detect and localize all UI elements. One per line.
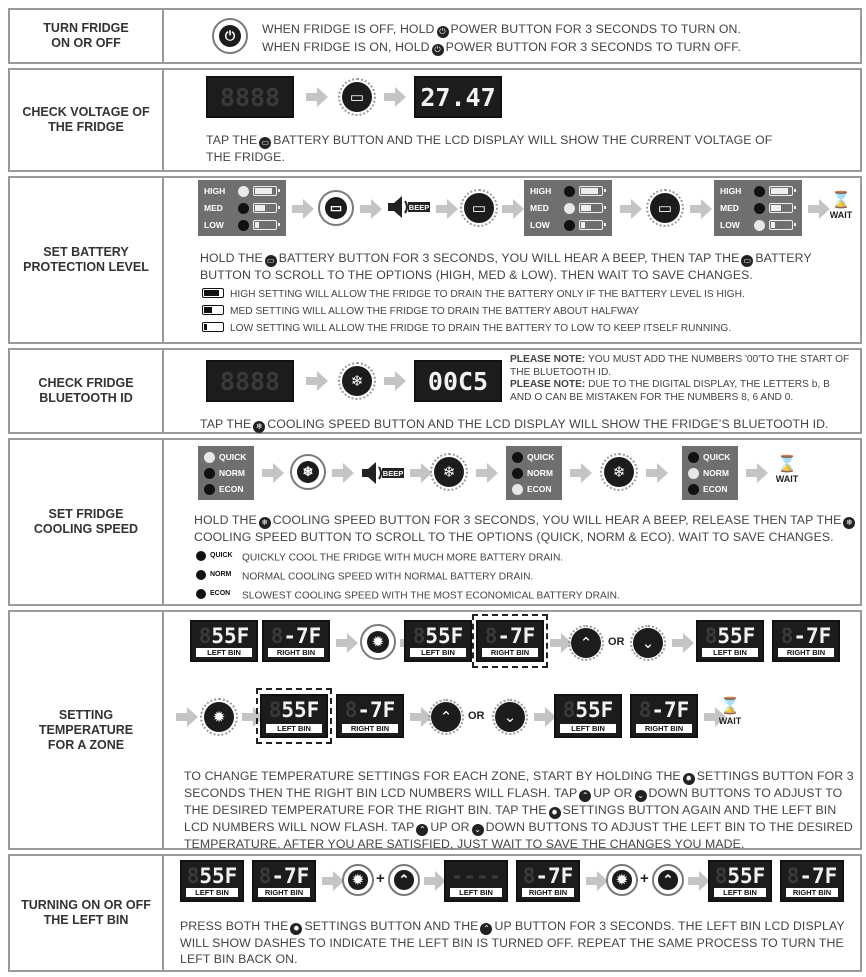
- level-panel: [524, 180, 612, 236]
- bin-caption: LEFT BIN: [186, 888, 238, 897]
- bin-caption: RIGHT BIN: [778, 648, 834, 657]
- row-label: TURNING ON OR OFF THE LEFT BIN: [10, 856, 164, 970]
- chevron-down-icon: ⌄: [472, 824, 484, 836]
- indicator: [688, 452, 699, 463]
- option-high: [720, 184, 793, 198]
- arrow-icon: [360, 198, 382, 220]
- option-high: [530, 184, 603, 198]
- temp-value: -7F: [271, 864, 310, 888]
- chevron-up-button-icon: ⌃: [652, 864, 684, 896]
- text: SETTINGS BUTTON AGAIN AND THE LEFT: [562, 803, 812, 817]
- or-label: OR: [468, 710, 485, 722]
- speed-label: ECON: [703, 484, 728, 494]
- battery-full-icon: [769, 186, 793, 196]
- indicator: [688, 468, 699, 479]
- arrow-icon: [306, 86, 328, 108]
- speed-label: ECON: [219, 484, 244, 494]
- text: 3 SECONDS THEN THE RIGHT BIN LCD NUMBERS WILL FLASH. TAP: [184, 769, 854, 800]
- instruction-text: [180, 918, 864, 967]
- row-label: CHECK VOLTAGE OF THE FRIDGE: [10, 70, 164, 170]
- indicator: [564, 220, 575, 231]
- text: BIN LCD NUMBERS WILL NOW FLASH. TAP: [184, 803, 837, 834]
- bin-caption: RIGHT BIN: [786, 888, 838, 897]
- instruction-text: [194, 512, 866, 545]
- text: DESIRED TEMPERATURE. AFTER YOU ARE SATISFIED, JUST WAIT TO SAVE THE CHANGES YOU MADE.: [184, 820, 853, 851]
- lcd-display: [414, 360, 502, 402]
- hourglass-icon: ⌛ WAIT: [714, 698, 746, 726]
- arrow-icon: [384, 86, 406, 108]
- snowflake-button-icon: ❄: [604, 457, 634, 487]
- option-econ: [512, 482, 552, 496]
- text: BATTERY BUTTON FOR 3 SECONDS, YOU WILL HEAR A BEEP, THEN TAP THE: [278, 251, 740, 265]
- right-bin-display: 8-7F RIGHT BIN: [336, 694, 404, 738]
- note-2: [510, 379, 850, 404]
- note-1: [510, 354, 850, 379]
- snowflake-button-icon: ❄: [290, 454, 326, 490]
- bin-caption: RIGHT BIN: [482, 648, 538, 657]
- text: LOW SETTING WILL ALLOW THE FRIDGE TO DRAIN THE BATTERY TO LOW TO KEEP ITSELF RUNNING.: [230, 323, 732, 334]
- right-bin-display: 8-7F RIGHT BIN: [516, 860, 580, 902]
- note-label: PLEASE NOTE:: [510, 379, 586, 390]
- bin-caption: RIGHT BIN: [268, 648, 324, 657]
- level-panel: [714, 180, 802, 236]
- battery-half-icon: [202, 305, 224, 315]
- level-label: LOW: [530, 220, 550, 230]
- text: SLOWEST COOLING SPEED WITH THE MOST ECONOMICAL BATTERY DRAIN.: [242, 590, 620, 602]
- chevron-up-icon: ⌃: [571, 628, 601, 658]
- text: NORMAL COOLING SPEED WITH NORMAL BATTERY DRAIN.: [242, 571, 534, 583]
- battery-button-icon: ▭: [650, 193, 680, 223]
- list-item: [202, 288, 862, 302]
- speaker-icon: [386, 194, 432, 220]
- level-label: HIGH: [720, 186, 742, 196]
- indicator: [754, 186, 765, 197]
- option-norm: [688, 466, 729, 480]
- instruction-line: [262, 39, 741, 56]
- bin-caption: LEFT BIN: [702, 648, 758, 657]
- indicator: [688, 484, 699, 495]
- wait-label: WAIT: [718, 716, 742, 726]
- gear-button-icon: ✹: [606, 864, 638, 896]
- temp-value: -7F: [793, 624, 832, 648]
- temp-value: 55F: [211, 624, 250, 648]
- lcd-value: 27.47: [420, 82, 496, 112]
- lcd-value: 00C5: [427, 366, 489, 396]
- text: TAP THE: [206, 133, 258, 147]
- snowflake-icon: ❄: [259, 517, 271, 529]
- arrow-icon: [424, 870, 446, 892]
- text: UP OR: [593, 786, 633, 800]
- indicator: [754, 220, 765, 231]
- battery-button-icon: ▭: [342, 82, 372, 112]
- left-bin-display: [444, 860, 508, 902]
- arrow-icon: [384, 370, 406, 392]
- indicator: [238, 220, 249, 231]
- arrow-icon: [502, 198, 524, 220]
- speed-label: QUICK: [219, 452, 247, 462]
- speed-panel: [198, 446, 254, 500]
- text: YOU MUST ADD THE NUMBERS '00'TO THE START OF THE BLUETOOTH ID.: [510, 354, 850, 378]
- battery-icon: ▭: [741, 255, 753, 267]
- bin-caption: LEFT BIN: [266, 724, 322, 733]
- arrow-icon: [672, 632, 694, 654]
- bin-caption: RIGHT BIN: [258, 888, 310, 897]
- text: HOLD THE: [200, 251, 263, 265]
- text: WHEN FRIDGE IS ON, HOLD: [262, 40, 430, 54]
- gear-icon: ✹: [290, 923, 302, 935]
- chevron-up-button-icon: ⌃: [388, 864, 420, 896]
- level-panel: [198, 180, 286, 236]
- temp-value: 55F: [727, 864, 766, 888]
- text: POWER BUTTON FOR 3 SECONDS TO TURN ON.: [450, 22, 742, 36]
- right-bin-display: 8-7F RIGHT BIN: [780, 860, 844, 902]
- option-econ: [688, 482, 728, 496]
- text: TO THE DESIRED TEMPERATURE FOR THE RIGHT BIN. TAP THE: [184, 786, 843, 817]
- option-high: [204, 184, 277, 198]
- right-bin-display: 8-7F RIGHT BIN: [772, 620, 840, 662]
- option-quick: [688, 450, 730, 464]
- gear-button-icon: ✹: [204, 702, 234, 732]
- text: MED SETTING WILL ALLOW THE FRIDGE TO DRAIN THE BATTERY ABOUT HALFWAY: [230, 306, 640, 317]
- bin-caption: RIGHT BIN: [342, 724, 398, 733]
- indicator: [238, 203, 249, 214]
- battery-button-icon: ▭: [464, 193, 494, 223]
- list-item: [196, 588, 856, 603]
- temp-value: 55F: [717, 624, 756, 648]
- power-icon: ⏻: [432, 44, 444, 56]
- note-label: PLEASE NOTE:: [510, 354, 586, 365]
- right-bin-display: 8-7F RIGHT BIN: [262, 620, 330, 662]
- option-med: [720, 201, 793, 215]
- bin-caption: LEFT BIN: [450, 888, 502, 897]
- battery-button-icon: ▭: [318, 190, 354, 226]
- instruction-line: [262, 21, 741, 38]
- indicator: [564, 203, 575, 214]
- speed-panel: [506, 446, 562, 500]
- arrow-icon: [620, 198, 642, 220]
- option-quick: [512, 450, 554, 464]
- row-cooling-speed: [8, 438, 862, 606]
- right-bin-display: 8-7F RIGHT BIN: [630, 694, 698, 738]
- chevron-down-icon: ⌄: [633, 628, 663, 658]
- option-low: [204, 218, 277, 232]
- snowflake-icon: ❄: [253, 421, 265, 433]
- speed-label: ECON: [527, 484, 552, 494]
- row-label: SETTING TEMPERATURE FOR A ZONE: [10, 612, 164, 848]
- arrow-icon: [534, 706, 556, 728]
- speed-label: NORM: [219, 468, 245, 478]
- temp-value: -7F: [535, 864, 574, 888]
- instruction-text: [200, 416, 866, 433]
- row-battery-protection: [8, 176, 862, 344]
- option-low: [720, 218, 793, 232]
- arrow-icon: [646, 462, 668, 484]
- left-bin-display: 855F LEFT BIN: [190, 620, 258, 662]
- text: COOLING SPEED BUTTON TO SCROLL TO THE OPTIONS (QUICK, NORM & ECO). WAIT TO SAVE CHANGES.: [194, 530, 834, 544]
- battery-half-icon: [769, 203, 793, 213]
- arrow-icon: [586, 870, 608, 892]
- speed-label: NORM: [527, 468, 553, 478]
- battery-icon: ▭: [259, 137, 271, 149]
- indicator: [238, 186, 249, 197]
- level-label: LOW: [720, 220, 740, 230]
- speed-quick-icon: [196, 550, 236, 563]
- arrow-icon: [176, 706, 198, 728]
- row-label: SET FRIDGE COOLING SPEED: [10, 440, 164, 604]
- text: COOLING SPEED BUTTON FOR 3 SECONDS, YOU WILL HEAR A BEEP, RELEASE THEN TAP THE: [272, 513, 842, 527]
- row-label: SET BATTERY PROTECTION LEVEL: [10, 178, 164, 342]
- chevron-up-icon: ⌃: [431, 702, 461, 732]
- battery-half-icon: [253, 203, 277, 213]
- level-label: HIGH: [530, 186, 552, 196]
- text: POWER BUTTON FOR 3 SECONDS TO TURN OFF.: [445, 40, 742, 54]
- arrow-icon: [570, 462, 592, 484]
- arrow-icon: [292, 198, 314, 220]
- bin-caption: RIGHT BIN: [522, 888, 574, 897]
- text: SETTINGS BUTTON AND THE: [304, 919, 479, 933]
- text: HIGH SETTING WILL ALLOW THE FRIDGE TO DRAIN THE BATTERY ONLY IF THE BATTERY LEVEL IS HIGH.: [230, 289, 745, 300]
- speed-label: NORM: [703, 468, 729, 478]
- text: WILL SHOW DASHES TO INDICATE THE LEFT BIN IS TURNED OFF. REPEAT THE SAME PROCESS TO TURN THE: [180, 936, 844, 950]
- level-label: MED: [204, 203, 223, 213]
- row-left-bin-toggle: [8, 854, 862, 972]
- temp-value: 55F: [425, 624, 464, 648]
- speed-norm-icon: [196, 569, 236, 582]
- arrow-icon: [336, 632, 358, 654]
- arrow-icon: [688, 870, 710, 892]
- text: HOLD THE: [194, 513, 257, 527]
- beep-label: BEEP: [408, 203, 430, 212]
- plus-sign: +: [640, 870, 649, 887]
- battery-low-icon: [202, 322, 224, 332]
- gear-button-icon: ✹: [342, 864, 374, 896]
- option-low: [530, 218, 603, 232]
- speed-econ-icon: [196, 588, 236, 601]
- gear-icon: ✹: [549, 807, 561, 819]
- beep-label: BEEP: [382, 469, 404, 478]
- or-label: OR: [608, 636, 625, 648]
- speed-label: NORM: [210, 571, 232, 578]
- text: SETTINGS BUTTON FOR: [696, 769, 844, 783]
- wait-label: WAIT: [829, 210, 853, 220]
- temp-value: 55F: [199, 864, 238, 888]
- text: BATTERY BUTTON TO SCROLL TO THE OPTIONS (HIGH, MED & LOW). THEN WAIT TO SAVE CHANGES.: [200, 251, 812, 282]
- battery-low-icon: [579, 220, 603, 230]
- lcd-value: 8888: [219, 82, 281, 112]
- temp-value: 55F: [281, 698, 320, 722]
- instruction-text: [206, 132, 786, 165]
- hourglass-icon: ⌛ WAIT: [826, 192, 856, 220]
- text: LEFT BIN BACK ON.: [180, 952, 298, 966]
- list-item: [202, 322, 862, 336]
- plus-sign: +: [376, 870, 385, 887]
- battery-icon: ▭: [265, 255, 277, 267]
- option-quick: [204, 450, 246, 464]
- left-bin-display: 855F LEFT BIN: [180, 860, 244, 902]
- text: COOLING SPEED BUTTON AND THE LCD DISPLAY WILL SHOW THE FRIDGE’S BLUETOOTH ID.: [267, 417, 829, 431]
- left-bin-display: 855F LEFT BIN: [696, 620, 764, 662]
- bin-caption: LEFT BIN: [560, 724, 616, 733]
- text: DUE TO THE DIGITAL DISPLAY, THE LETTERS b, B AND O CAN BE MISTAKEN FOR THE NUMBERS 8, 6 AND 0.: [510, 379, 830, 403]
- indicator: [564, 186, 575, 197]
- speed-label: ECON: [210, 590, 231, 597]
- arrow-icon: [306, 370, 328, 392]
- power-button-icon: ⏻: [212, 18, 248, 54]
- wait-label: WAIT: [775, 474, 799, 484]
- text: TAP THE: [200, 417, 252, 431]
- text: DOWN BUTTONS TO ADJUST THE LEFT BIN TO THE: [485, 820, 794, 834]
- level-label: MED: [720, 203, 739, 213]
- lcd-display: [206, 360, 294, 402]
- level-label: LOW: [204, 220, 224, 230]
- power-icon: ⏻: [437, 26, 449, 38]
- row-check-voltage: [8, 68, 862, 172]
- battery-full-icon: [202, 288, 224, 298]
- lcd-display: [206, 76, 294, 118]
- bin-caption: LEFT BIN: [196, 648, 252, 657]
- list-item: [202, 305, 862, 319]
- temp-value: -7F: [497, 624, 536, 648]
- battery-half-icon: [579, 203, 603, 213]
- text: BATTERY BUTTON AND THE LCD DISPLAY WILL SHOW THE CURRENT VOLTAGE OF THE FRIDGE.: [206, 133, 773, 164]
- lcd-value: 8888: [219, 366, 281, 396]
- arrow-icon: [436, 198, 458, 220]
- level-label: MED: [530, 203, 549, 213]
- temp-value: -7F: [357, 698, 396, 722]
- temp-value: -7F: [799, 864, 838, 888]
- chevron-down-icon: ⌄: [495, 702, 525, 732]
- row-label: CHECK FRIDGE BLUETOOTH ID: [10, 350, 164, 432]
- lcd-display: [414, 76, 502, 118]
- snowflake-icon: ❄: [843, 517, 855, 529]
- option-econ: [204, 482, 244, 496]
- battery-full-icon: [253, 186, 277, 196]
- row-setting-temperature: [8, 610, 862, 850]
- right-bin-display: 8-7F RIGHT BIN: [252, 860, 316, 902]
- chevron-up-icon: ⌃: [480, 923, 492, 935]
- option-norm: [204, 466, 245, 480]
- gear-button-icon: ✹: [360, 624, 396, 660]
- indicator: [512, 484, 523, 495]
- row-turn-on-off: [8, 8, 862, 64]
- chevron-up-icon: ⌃: [416, 824, 428, 836]
- speed-label: QUICK: [527, 452, 555, 462]
- indicator: [754, 203, 765, 214]
- indicator: [204, 484, 215, 495]
- text: WHEN FRIDGE IS OFF, HOLD: [262, 22, 435, 36]
- text: PRESS BOTH THE: [180, 919, 289, 933]
- arrow-icon: [332, 462, 354, 484]
- speed-panel: [682, 446, 738, 500]
- speed-label: QUICK: [210, 552, 233, 559]
- temp-value: -7F: [651, 698, 690, 722]
- row-bluetooth-id: [8, 348, 862, 434]
- chevron-down-icon: ⌄: [635, 790, 647, 802]
- indicator: [512, 468, 523, 479]
- dashes-value: ----: [450, 864, 502, 888]
- row-label: TURN FRIDGE ON OR OFF: [10, 10, 164, 62]
- battery-full-icon: [579, 186, 603, 196]
- text: DOWN BUTTONS TO ADJUST: [648, 786, 822, 800]
- indicator: [204, 468, 215, 479]
- indicator: [204, 452, 215, 463]
- speaker-icon: [360, 460, 406, 486]
- list-item: [196, 550, 856, 565]
- option-norm: [512, 466, 553, 480]
- left-bin-display: 855F LEFT BIN: [260, 694, 328, 738]
- right-bin-display: 8-7F RIGHT BIN: [476, 620, 544, 662]
- text: TO CHANGE TEMPERATURE SETTINGS FOR EACH ZONE, START BY HOLDING THE: [184, 769, 681, 783]
- arrow-icon: [410, 462, 432, 484]
- gear-icon: ✹: [683, 773, 695, 785]
- temp-value: 55F: [575, 698, 614, 722]
- instruction-text: [184, 768, 864, 852]
- bin-caption: LEFT BIN: [410, 648, 466, 657]
- list-item: [196, 569, 856, 584]
- chevron-up-icon: ⌃: [579, 790, 591, 802]
- arrow-icon: [262, 462, 284, 484]
- level-label: HIGH: [204, 186, 226, 196]
- option-med: [530, 201, 603, 215]
- temp-value: -7F: [283, 624, 322, 648]
- arrow-icon: [476, 462, 498, 484]
- arrow-icon: [322, 870, 344, 892]
- left-bin-display: 855F LEFT BIN: [404, 620, 472, 662]
- snowflake-button-icon: ❄: [342, 366, 372, 396]
- indicator: [512, 452, 523, 463]
- snowflake-button-icon: ❄: [434, 457, 464, 487]
- text: QUICKLY COOL THE FRIDGE WITH MUCH MORE BATTERY DRAIN.: [242, 552, 564, 564]
- bin-caption: RIGHT BIN: [636, 724, 692, 733]
- left-bin-display: 855F LEFT BIN: [708, 860, 772, 902]
- option-med: [204, 201, 277, 215]
- arrow-icon: [746, 462, 768, 484]
- text: UP OR: [430, 820, 470, 834]
- battery-low-icon: [769, 220, 793, 230]
- text: UP BUTTON FOR 3 SECONDS. THE LEFT BIN LCD DISPLAY: [494, 919, 845, 933]
- left-bin-display: 855F LEFT BIN: [554, 694, 622, 738]
- battery-low-icon: [253, 220, 277, 230]
- bin-caption: LEFT BIN: [714, 888, 766, 897]
- arrow-icon: [690, 198, 712, 220]
- instruction-text: [200, 250, 860, 283]
- speed-label: QUICK: [703, 452, 731, 462]
- hourglass-icon: ⌛ WAIT: [772, 456, 802, 484]
